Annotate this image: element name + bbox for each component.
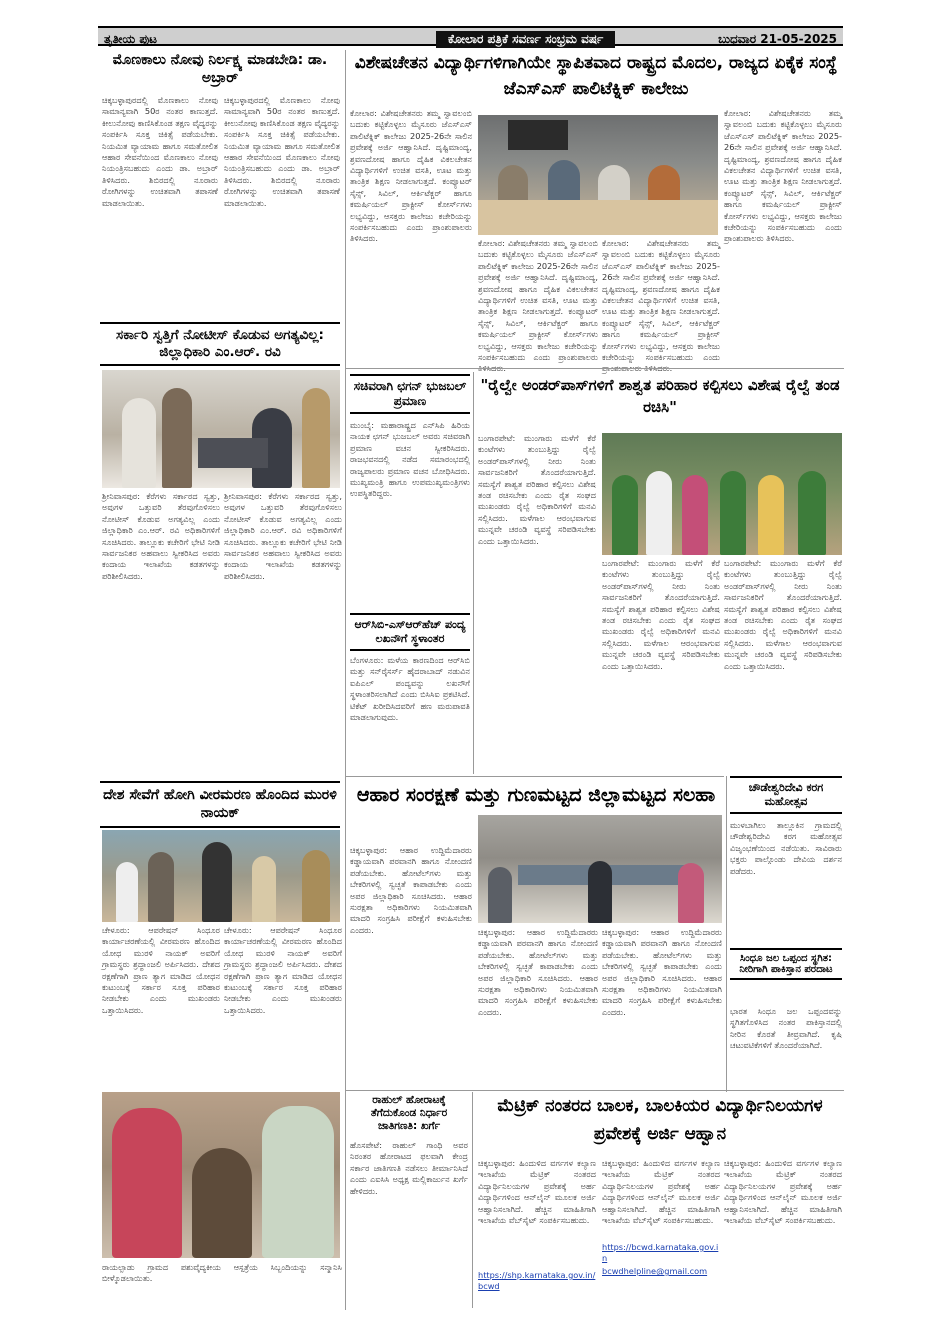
- masthead-title: ಕೋಲಾರ ಪತ್ರಿಕೆ ಸವರ್ಣ ಸಂಭ್ರಮ ವರ್ಷ: [436, 31, 615, 48]
- article-body: ಬಂಗಾರಪೇಟೆ: ಮುಂಗಾರು ಮಳೆಗೆ ಕೆರೆ ಕುಂಟೆಗಳು ತುಂಬುತ್ತಿದ್ದು ರೈಲ್ವೆ ಅಂಡರ್‌ಪಾಸ್‌ಗಳಲ್ಲಿ ನೀರು ನಿಂತು ಸಾರ್ವಜನಿಕರಿಗೆ ತೊಂದರೆಯಾಗುತ್ತಿದೆ. ಸಮಸ್ಯೆಗೆ ಶಾಶ್ವತ ಪರಿಹಾರ ಕಲ್ಪಿಸಲು ವಿಶೇಷ ತಂಡ ರಚಿಸಬೇಕು ಎಂದು ರೈತ ಸಂಘದ ಮುಖಂಡರು ರೈಲ್ವೆ ಅಧಿಕಾರಿಗಳಿಗೆ ಮನವಿ ಸಲ್ಲಿಸಿದರು. ಮಳೆಗಾಲ ಆರಂಭವಾಗುವ ಮುನ್ನವೇ ಚರಂಡಿ ವ್ಯವಸ್ಥೆ ಸರಿಪಡಿಸಬೇಕು ಎಂದು ಒತ್ತಾಯಿಸಿದರು.: [478, 433, 596, 546]
- article-headline: "ರೈಲ್ವೇ ಅಂಡರ್‌ಪಾಸ್‌ಗಳಿಗೆ ಶಾಶ್ವತ ಪರಿಹಾರ ಕಲ್ಪಿಸಲು ವಿಶೇಷ ರೈಲ್ವೆ ತಂಡ ರಚಿಸಿ": [480, 376, 840, 416]
- article-photo: [102, 370, 340, 488]
- column-divider: [726, 776, 727, 1092]
- article-headline: ಸಚಿವರಾಗಿ ಛಗನ್ ಭುಜಬಲ್ ಪ್ರಮಾಣ: [350, 374, 470, 414]
- section-divider: [346, 368, 844, 369]
- article-body: ಚಿಕ್ಕಬಳ್ಳಾಪುರ: ಆಹಾರ ಉದ್ದಿಮೆದಾರರು ಕಡ್ಡಾಯವಾಗಿ ಪರವಾನಗಿ ಹಾಗೂ ನೋಂದಣಿ ಪಡೆಯಬೇಕು. ಹೋಟೆಲ್‌ಗಳು ಮತ್ತು ಬೇಕರಿಗಳಲ್ಲಿ ಸ್ವಚ್ಛತೆ ಕಾಪಾಡಬೇಕು ಎಂದು ಅಪರ ಜಿಲ್ಲಾಧಿಕಾರಿ ಸೂಚಿಸಿದರು. ಆಹಾರ ಸುರಕ್ಷತಾ ಅಧಿಕಾರಿಗಳು ನಿಯಮಿತವಾಗಿ ಮಾದರಿ ಸಂಗ್ರಹಿಸಿ ಪರೀಕ್ಷೆಗೆ ಕಳುಹಿಸಬೇಕು ಎಂದರು.: [478, 927, 598, 1017]
- article-headline: ವಿಶೇಷಚೇತನ ವಿದ್ಯಾರ್ಥಿಗಳಿಗಾಗಿಯೇ ಸ್ಥಾಪಿತವಾದ ರಾಷ್ಟ್ರದ ಮೊದಲ, ರಾಜ್ಯದ ಏಕೈಕ ಸಂಸ್ಥೆ ಜೆಎಸ್ಎಸ್ ಪಾಲಿಟೆಕ್ನಿಕ್ ಕಾಲೇಜು: [354, 53, 838, 99]
- article-headline: ರಾಹುಲ್ ಹೋರಾಟಕ್ಕೆ ತೆಗೆದುಕೊಂಡ ನಿರ್ಧಾರ ಜಾತಿಗಣತಿ: ಖರ್ಗೆ: [370, 1094, 448, 1132]
- article-body: ಮುಂಬೈ: ಮಹಾರಾಷ್ಟ್ರದ ಎನ್‌ಸಿಪಿ ಹಿರಿಯ ನಾಯಕ ಛಗನ್ ಭುಜಬಲ್ ಅವರು ಸಚಿವರಾಗಿ ಪ್ರಮಾಣ ವಚನ ಸ್ವೀಕರಿಸಿದರು. ರಾಜಭವನದಲ್ಲಿ ನಡೆದ ಸಮಾರಂಭದಲ್ಲಿ ರಾಜ್ಯಪಾಲರು ಪ್ರಮಾಣ ವಚನ ಬೋಧಿಸಿದರು. ಮುಖ್ಯಮಂತ್ರಿ ಹಾಗೂ ಉಪಮುಖ್ಯಮಂತ್ರಿಗಳು ಉಪಸ್ಥಿತರಿದ್ದರು.: [350, 420, 470, 499]
- article-body: ಚಿಕ್ಕಬಳ್ಳಾಪುರ: ಹಿಂದುಳಿದ ವರ್ಗಗಳ ಕಲ್ಯಾಣ ಇಲಾಖೆಯ ಮೆಟ್ರಿಕ್ ನಂತರದ ವಿದ್ಯಾರ್ಥಿನಿಲಯಗಳ ಪ್ರವೇಶಕ್ಕೆ ಅರ್ಹ ವಿದ್ಯಾರ್ಥಿಗಳಿಂದ ಆನ್‌ಲೈನ್ ಮೂಲಕ ಅರ್ಜಿ ಆಹ್ವಾನಿಸಲಾಗಿದೆ. ಹೆಚ್ಚಿನ ಮಾಹಿತಿಗಾಗಿ ಇಲಾಖೆಯ ವೆಬ್‌ಸೈಟ್ ಸಂಪರ್ಕಿಸಬಹುದು.: [602, 1158, 720, 1226]
- article-headline: ಸಿಂಧೂ ಜಲ ಒಪ್ಪಂದ ಸ್ಥಗಿತ: ನೀರಿಗಾಗಿ ಪಾಕಿಸ್ತಾನ ಪರದಾಟ: [730, 948, 842, 980]
- page-header-bar: [98, 26, 843, 46]
- article-headline: ಆರ್‌ಸಿಬಿ-ಎಸ್‌ಆರ್‌ಹೆಚ್ ಪಂದ್ಯ ಲಖನೌಗೆ ಸ್ಥಳಾಂತರ: [350, 613, 470, 651]
- article-body: ಬೆಂಗಳೂರು: ಮಳೆಯ ಕಾರಣದಿಂದ ಆರ್‌ಸಿಬಿ ಮತ್ತು ಸನ್‌ರೈಸರ್ಸ್ ಹೈದರಾಬಾದ್ ನಡುವಿನ ಐಪಿಎಲ್ ಪಂದ್ಯವನ್ನು ಲಖನೌಗೆ ಸ್ಥಳಾಂತರಿಸಲಾಗಿದೆ ಎಂದು ಬಿಸಿಸಿಐ ಪ್ರಕಟಿಸಿದೆ. ಟಿಕೆಟ್ ಖರೀದಿಸಿದವರಿಗೆ ಹಣ ಮರುಪಾವತಿ ಮಾಡಲಾಗುವುದು.: [350, 655, 470, 723]
- article-headline: ಚೌಡೇಶ್ವರಿದೇವಿ ಕರಗ ಮಹೋತ್ಸವ: [730, 776, 842, 814]
- article-body: ಕೋಲಾರ: ವಿಶೇಷಚೇತನರು ತಮ್ಮ ಸ್ವಾವಲಂಬಿ ಬದುಕು ಕಟ್ಟಿಕೊಳ್ಳಲು ಮೈಸೂರು ಜೆಎಸ್ಎಸ್ ಪಾಲಿಟೆಕ್ನಿಕ್ ಕಾಲೇಜು 2025-26ನೇ ಸಾಲಿನ ಪ್ರವೇಶಕ್ಕೆ ಅರ್ಜಿ ಆಹ್ವಾನಿಸಿದೆ. ದೃಷ್ಟಿಮಾಂದ್ಯ, ಶ್ರವಣದೋಷ ಹಾಗೂ ದೈಹಿಕ ವಿಕಲಚೇತನ ವಿದ್ಯಾರ್ಥಿಗಳಿಗೆ ಉಚಿತ ವಸತಿ, ಊಟ ಮತ್ತು ತಾಂತ್ರಿಕ ಶಿಕ್ಷಣ ನೀಡಲಾಗುತ್ತದೆ. ಕಂಪ್ಯೂಟರ್ ಸೈನ್ಸ್, ಸಿವಿಲ್, ಆರ್ಕಿಟೆಕ್ಚರ್ ಹಾಗೂ ಕಮರ್ಷಿಯಲ್ ಪ್ರಾಕ್ಟೀಸ್ ಕೋರ್ಸ್‌ಗಳು ಲಭ್ಯವಿದ್ದು, ಆಸಕ್ತರು ಕಾಲೇಜು ಕಚೇರಿಯನ್ನು ಸಂಪರ್ಕಿಸಬಹುದು ಎಂದು ಪ್ರಾಂಶುಪಾಲರು ತಿಳಿಸಿದರು.: [478, 238, 598, 374]
- article-body: ಮುಳಬಾಗಿಲು ತಾಲ್ಲೂಕಿನ ಗ್ರಾಮದಲ್ಲಿ ಚೌಡೇಶ್ವರಿದೇವಿ ಕರಗ ಮಹೋತ್ಸವ ವಿಜೃಂಭಣೆಯಿಂದ ನಡೆಯಿತು. ಸಾವಿರಾರು ಭಕ್ತರು ಪಾಲ್ಗೊಂಡು ದೇವಿಯ ದರ್ಶನ ಪಡೆದರು.: [730, 820, 842, 876]
- column-divider: [472, 1092, 473, 1308]
- article-photo: [102, 830, 340, 922]
- article-photo: [602, 433, 842, 555]
- section-divider: [346, 1090, 844, 1091]
- article-body: ಬಂಗಾರಪೇಟೆ: ಮುಂಗಾರು ಮಳೆಗೆ ಕೆರೆ ಕುಂಟೆಗಳು ತುಂಬುತ್ತಿದ್ದು ರೈಲ್ವೆ ಅಂಡರ್‌ಪಾಸ್‌ಗಳಲ್ಲಿ ನೀರು ನಿಂತು ಸಾರ್ವಜನಿಕರಿಗೆ ತೊಂದರೆಯಾಗುತ್ತಿದೆ. ಸಮಸ್ಯೆಗೆ ಶಾಶ್ವತ ಪರಿಹಾರ ಕಲ್ಪಿಸಲು ವಿಶೇಷ ತಂಡ ರಚಿಸಬೇಕು ಎಂದು ರೈತ ಸಂಘದ ಮುಖಂಡರು ರೈಲ್ವೆ ಅಧಿಕಾರಿಗಳಿಗೆ ಮನವಿ ಸಲ್ಲಿಸಿದರು. ಮಳೆಗಾಲ ಆರಂಭವಾಗುವ ಮುನ್ನವೇ ಚರಂಡಿ ವ್ಯವಸ್ಥೆ ಸರಿಪಡಿಸಬೇಕು ಎಂದು ಒತ್ತಾಯಿಸಿದರು.: [602, 558, 720, 671]
- article-body: ಕೋಲಾರ: ವಿಶೇಷಚೇತನರು ತಮ್ಮ ಸ್ವಾವಲಂಬಿ ಬದುಕು ಕಟ್ಟಿಕೊಳ್ಳಲು ಮೈಸೂರು ಜೆಎಸ್ಎಸ್ ಪಾಲಿಟೆಕ್ನಿಕ್ ಕಾಲೇಜು 2025-26ನೇ ಸಾಲಿನ ಪ್ರವೇಶಕ್ಕೆ ಅರ್ಜಿ ಆಹ್ವಾನಿಸಿದೆ. ದೃಷ್ಟಿಮಾಂದ್ಯ, ಶ್ರವಣದೋಷ ಹಾಗೂ ದೈಹಿಕ ವಿಕಲಚೇತನ ವಿದ್ಯಾರ್ಥಿಗಳಿಗೆ ಉಚಿತ ವಸತಿ, ಊಟ ಮತ್ತು ತಾಂತ್ರಿಕ ಶಿಕ್ಷಣ ನೀಡಲಾಗುತ್ತದೆ. ಕಂಪ್ಯೂಟರ್ ಸೈನ್ಸ್, ಸಿವಿಲ್, ಆರ್ಕಿಟೆಕ್ಚರ್ ಹಾಗೂ ಕಮರ್ಷಿಯಲ್ ಪ್ರಾಕ್ಟೀಸ್ ಕೋರ್ಸ್‌ಗಳು ಲಭ್ಯವಿದ್ದು, ಆಸಕ್ತರು ಕಾಲೇಜು ಕಚೇರಿಯನ್ನು ಸಂಪರ್ಕಿಸಬಹುದು ಎಂದು ಪ್ರಾಂಶುಪಾಲರು ತಿಳಿಸಿದರು.: [602, 238, 720, 374]
- article-body: ಚಿಕ್ಕಬಳ್ಳಾಪುರ: ಆಹಾರ ಉದ್ದಿಮೆದಾರರು ಕಡ್ಡಾಯವಾಗಿ ಪರವಾನಗಿ ಹಾಗೂ ನೋಂದಣಿ ಪಡೆಯಬೇಕು. ಹೋಟೆಲ್‌ಗಳು ಮತ್ತು ಬೇಕರಿಗಳಲ್ಲಿ ಸ್ವಚ್ಛತೆ ಕಾಪಾಡಬೇಕು ಎಂದು ಅಪರ ಜಿಲ್ಲಾಧಿಕಾರಿ ಸೂಚಿಸಿದರು. ಆಹಾರ ಸುರಕ್ಷತಾ ಅಧಿಕಾರಿಗಳು ನಿಯಮಿತವಾಗಿ ಮಾದರಿ ಸಂಗ್ರಹಿಸಿ ಪರೀಕ್ಷೆಗೆ ಕಳುಹಿಸಬೇಕು ಎಂದರು.: [350, 845, 472, 935]
- article-body: ಭಾರತ ಸಿಂಧೂ ಜಲ ಒಪ್ಪಂದವನ್ನು ಸ್ಥಗಿತಗೊಳಿಸಿದ ನಂತರ ಪಾಕಿಸ್ತಾನದಲ್ಲಿ ನೀರಿನ ಕೊರತೆ ತೀವ್ರವಾಗಿದೆ. ಕೃಷಿ ಚಟುವಟಿಕೆಗಳಿಗೆ ತೊಂದರೆಯಾಗಿದೆ.: [730, 1006, 842, 1051]
- article-headline: ಮೊಣಕಾಲು ನೋವು ನಿರ್ಲಕ್ಷ್ಯ ಮಾಡಬೇಡಿ: ಡಾ. ಅಬ್ರಾರ್: [112, 52, 328, 86]
- article-headline: ಸರ್ಕಾರಿ ಸ್ವತ್ತಿಗೆ ನೋಟೀಸ್ ಕೊಡುವ ಅಗತ್ಯವಿಲ್ಲ: ಜಿಲ್ಲಾಧಿಕಾರಿ ಎಂ.ಆರ್. ರವಿ: [100, 322, 340, 366]
- article-body: ಚಿಕ್ಕಬಳ್ಳಾಪುರ: ಆಹಾರ ಉದ್ದಿಮೆದಾರರು ಕಡ್ಡಾಯವಾಗಿ ಪರವಾನಗಿ ಹಾಗೂ ನೋಂದಣಿ ಪಡೆಯಬೇಕು. ಹೋಟೆಲ್‌ಗಳು ಮತ್ತು ಬೇಕರಿಗಳಲ್ಲಿ ಸ್ವಚ್ಛತೆ ಕಾಪಾಡಬೇಕು ಎಂದು ಅಪರ ಜಿಲ್ಲಾಧಿಕಾರಿ ಸೂಚಿಸಿದರು. ಆಹಾರ ಸುರಕ್ಷತಾ ಅಧಿಕಾರಿಗಳು ನಿಯಮಿತವಾಗಿ ಮಾದರಿ ಸಂಗ್ರಹಿಸಿ ಪರೀಕ್ಷೆಗೆ ಕಳುಹಿಸಬೇಕು ಎಂದರು.: [602, 927, 722, 1017]
- article-body: ಶ್ರೀನಿವಾಸಪುರ: ಕೆರೆಗಳು ಸರ್ಕಾರದ ಸ್ವತ್ತು, ಅವುಗಳ ಒತ್ತುವರಿ ತೆರವುಗೊಳಿಸಲು ನೋಟೀಸ್ ಕೊಡುವ ಅಗತ್ಯವಿಲ್ಲ ಎಂದು ಜಿಲ್ಲಾಧಿಕಾರಿ ಎಂ.ಆರ್. ರವಿ ಅಧಿಕಾರಿಗಳಿಗೆ ಸೂಚಿಸಿದರು. ತಾಲ್ಲೂಕು ಕಚೇರಿಗೆ ಭೇಟಿ ನೀಡಿ ಸಾರ್ವಜನಿಕರ ಅಹವಾಲು ಸ್ವೀಕರಿಸಿದ ಅವರು ಕಂದಾಯ ಇಲಾಖೆಯ ಕಡತಗಳನ್ನು ಪರಿಶೀಲಿಸಿದರು.: [102, 491, 220, 581]
- article-body: ಹೊಸಪೇಟೆ: ರಾಹುಲ್ ಗಾಂಧಿ ಅವರ ನಿರಂತರ ಹೋರಾಟದ ಫಲವಾಗಿ ಕೇಂದ್ರ ಸರ್ಕಾರ ಜಾತಿಗಣತಿ ನಡೆಸಲು ತೀರ್ಮಾನಿಸಿದೆ ಎಂದು ಎಐಸಿಸಿ ಅಧ್ಯಕ್ಷ ಮಲ್ಲಿಕಾರ್ಜುನ ಖರ್ಗೆ ಹೇಳಿದರು.: [350, 1140, 468, 1196]
- article-photo: [102, 1092, 340, 1258]
- article-photo: [478, 815, 722, 923]
- photo-caption: ರಾಯಲ್ಪಾಡು ಗ್ರಾಮದ ಪಶುವೈದ್ಯಕೀಯ ಆಸ್ಪತ್ರೆಯ ಸಿಬ್ಬಂದಿಯನ್ನು ಸನ್ಮಾನಿಸಿ ಬೀಳ್ಕೊಡಲಾಯಿತು.: [102, 1262, 342, 1284]
- email-link[interactable]: bcwdhelpline@gmail.com: [602, 1266, 708, 1276]
- article-headline: ದೇಶ ಸೇವೆಗೆ ಹೋಗಿ ವೀರಮರಣ ಹೊಂದಿದ ಮುರಳಿ ನಾಯಕ್: [100, 781, 340, 828]
- article-body: ಚೇಳೂರು: ಆಪರೇಷನ್ ಸಿಂಧೂರ ಕಾರ್ಯಾಚರಣೆಯಲ್ಲಿ ವೀರಮರಣ ಹೊಂದಿದ ಯೋಧ ಮುರಳಿ ನಾಯಕ್ ಅವರಿಗೆ ಗ್ರಾಮಸ್ಥರು ಶ್ರದ್ಧಾಂಜಲಿ ಅರ್ಪಿಸಿದರು. ದೇಶದ ರಕ್ಷಣೆಗಾಗಿ ಪ್ರಾಣ ತ್ಯಾಗ ಮಾಡಿದ ಯೋಧನ ಕುಟುಂಬಕ್ಕೆ ಸರ್ಕಾರ ಸೂಕ್ತ ಪರಿಹಾರ ನೀಡಬೇಕು ಎಂದು ಮುಖಂಡರು ಒತ್ತಾಯಿಸಿದರು.: [102, 925, 220, 1015]
- column-divider: [473, 372, 474, 774]
- website-link[interactable]: https://shp.karnataka.gov.in/bcwd: [478, 1270, 596, 1291]
- website-link[interactable]: https://bcwd.karnataka.gov.in: [602, 1242, 719, 1263]
- article-body: ಚಿಕ್ಕಬಳ್ಳಾಪುರ: ಹಿಂದುಳಿದ ವರ್ಗಗಳ ಕಲ್ಯಾಣ ಇಲಾಖೆಯ ಮೆಟ್ರಿಕ್ ನಂತರದ ವಿದ್ಯಾರ್ಥಿನಿಲಯಗಳ ಪ್ರವೇಶಕ್ಕೆ ಅರ್ಹ ವಿದ್ಯಾರ್ಥಿಗಳಿಂದ ಆನ್‌ಲೈನ್ ಮೂಲಕ ಅರ್ಜಿ ಆಹ್ವಾನಿಸಲಾಗಿದೆ. ಹೆಚ್ಚಿನ ಮಾಹಿತಿಗಾಗಿ ಇಲಾಖೆಯ ವೆಬ್‌ಸೈಟ್ ಸಂಪರ್ಕಿಸಬಹುದು.: [478, 1158, 596, 1226]
- article-body: ಕೋಲಾರ: ವಿಶೇಷಚೇತನರು ತಮ್ಮ ಸ್ವಾವಲಂಬಿ ಬದುಕು ಕಟ್ಟಿಕೊಳ್ಳಲು ಮೈಸೂರು ಜೆಎಸ್ಎಸ್ ಪಾಲಿಟೆಕ್ನಿಕ್ ಕಾಲೇಜು 2025-26ನೇ ಸಾಲಿನ ಪ್ರವೇಶಕ್ಕೆ ಅರ್ಜಿ ಆಹ್ವಾನಿಸಿದೆ. ದೃಷ್ಟಿಮಾಂದ್ಯ, ಶ್ರವಣದೋಷ ಹಾಗೂ ದೈಹಿಕ ವಿಕಲಚೇತನ ವಿದ್ಯಾರ್ಥಿಗಳಿಗೆ ಉಚಿತ ವಸತಿ, ಊಟ ಮತ್ತು ತಾಂತ್ರಿಕ ಶಿಕ್ಷಣ ನೀಡಲಾಗುತ್ತದೆ. ಕಂಪ್ಯೂಟರ್ ಸೈನ್ಸ್, ಸಿವಿಲ್, ಆರ್ಕಿಟೆಕ್ಚರ್ ಹಾಗೂ ಕಮರ್ಷಿಯಲ್ ಪ್ರಾಕ್ಟೀಸ್ ಕೋರ್ಸ್‌ಗಳು ಲಭ್ಯವಿದ್ದು, ಆಸಕ್ತರು ಕಾಲೇಜು ಕಚೇರಿಯನ್ನು ಸಂಪರ್ಕಿಸಬಹುದು ಎಂದು ಪ್ರಾಂಶುಪಾಲರು ತಿಳಿಸಿದರು.: [724, 108, 842, 244]
- article-body: ಚೇಳೂರು: ಆಪರೇಷನ್ ಸಿಂಧೂರ ಕಾರ್ಯಾಚರಣೆಯಲ್ಲಿ ವೀರಮರಣ ಹೊಂದಿದ ಯೋಧ ಮುರಳಿ ನಾಯಕ್ ಅವರಿಗೆ ಗ್ರಾಮಸ್ಥರು ಶ್ರದ್ಧಾಂಜಲಿ ಅರ್ಪಿಸಿದರು. ದೇಶದ ರಕ್ಷಣೆಗಾಗಿ ಪ್ರಾಣ ತ್ಯಾಗ ಮಾಡಿದ ಯೋಧನ ಕುಟುಂಬಕ್ಕೆ ಸರ್ಕಾರ ಸೂಕ್ತ ಪರಿಹಾರ ನೀಡಬೇಕು ಎಂದು ಮುಖಂಡರು ಒತ್ತಾಯಿಸಿದರು.: [224, 925, 342, 1015]
- column-divider: [345, 50, 346, 1310]
- article-body: ಕೋಲಾರ: ವಿಶೇಷಚೇತನರು ತಮ್ಮ ಸ್ವಾವಲಂಬಿ ಬದುಕು ಕಟ್ಟಿಕೊಳ್ಳಲು ಮೈಸೂರು ಜೆಎಸ್ಎಸ್ ಪಾಲಿಟೆಕ್ನಿಕ್ ಕಾಲೇಜು 2025-26ನೇ ಸಾಲಿನ ಪ್ರವೇಶಕ್ಕೆ ಅರ್ಜಿ ಆಹ್ವಾನಿಸಿದೆ. ದೃಷ್ಟಿಮಾಂದ್ಯ, ಶ್ರವಣದೋಷ ಹಾಗೂ ದೈಹಿಕ ವಿಕಲಚೇತನ ವಿದ್ಯಾರ್ಥಿಗಳಿಗೆ ಉಚಿತ ವಸತಿ, ಊಟ ಮತ್ತು ತಾಂತ್ರಿಕ ಶಿಕ್ಷಣ ನೀಡಲಾಗುತ್ತದೆ. ಕಂಪ್ಯೂಟರ್ ಸೈನ್ಸ್, ಸಿವಿಲ್, ಆರ್ಕಿಟೆಕ್ಚರ್ ಹಾಗೂ ಕಮರ್ಷಿಯಲ್ ಪ್ರಾಕ್ಟೀಸ್ ಕೋರ್ಸ್‌ಗಳು ಲಭ್ಯವಿದ್ದು, ಆಸಕ್ತರು ಕಾಲೇಜು ಕಚೇರಿಯನ್ನು ಸಂಪರ್ಕಿಸಬಹುದು ಎಂದು ಪ್ರಾಂಶುಪಾಲರು ತಿಳಿಸಿದರು.: [350, 108, 472, 244]
- article-body: ಶ್ರೀನಿವಾಸಪುರ: ಕೆರೆಗಳು ಸರ್ಕಾರದ ಸ್ವತ್ತು, ಅವುಗಳ ಒತ್ತುವರಿ ತೆರವುಗೊಳಿಸಲು ನೋಟೀಸ್ ಕೊಡುವ ಅಗತ್ಯವಿಲ್ಲ ಎಂದು ಜಿಲ್ಲಾಧಿಕಾರಿ ಎಂ.ಆರ್. ರವಿ ಅಧಿಕಾರಿಗಳಿಗೆ ಸೂಚಿಸಿದರು. ತಾಲ್ಲೂಕು ಕಚೇರಿಗೆ ಭೇಟಿ ನೀಡಿ ಸಾರ್ವಜನಿಕರ ಅಹವಾಲು ಸ್ವೀಕರಿಸಿದ ಅವರು ಕಂದಾಯ ಇಲಾಖೆಯ ಕಡತಗಳನ್ನು ಪರಿಶೀಲಿಸಿದರು.: [224, 491, 342, 581]
- page-label: ತೃತೀಯ ಪುಟ: [104, 32, 157, 46]
- article-body: ಬಂಗಾರಪೇಟೆ: ಮುಂಗಾರು ಮಳೆಗೆ ಕೆರೆ ಕುಂಟೆಗಳು ತುಂಬುತ್ತಿದ್ದು ರೈಲ್ವೆ ಅಂಡರ್‌ಪಾಸ್‌ಗಳಲ್ಲಿ ನೀರು ನಿಂತು ಸಾರ್ವಜನಿಕರಿಗೆ ತೊಂದರೆಯಾಗುತ್ತಿದೆ. ಸಮಸ್ಯೆಗೆ ಶಾಶ್ವತ ಪರಿಹಾರ ಕಲ್ಪಿಸಲು ವಿಶೇಷ ತಂಡ ರಚಿಸಬೇಕು ಎಂದು ರೈತ ಸಂಘದ ಮುಖಂಡರು ರೈಲ್ವೆ ಅಧಿಕಾರಿಗಳಿಗೆ ಮನವಿ ಸಲ್ಲಿಸಿದರು. ಮಳೆಗಾಲ ಆರಂಭವಾಗುವ ಮುನ್ನವೇ ಚರಂಡಿ ವ್ಯವಸ್ಥೆ ಸರಿಪಡಿಸಬೇಕು ಎಂದು ಒತ್ತಾಯಿಸಿದರು.: [724, 558, 842, 671]
- article-body: ಚಿಕ್ಕಬಳ್ಳಾಪುರದಲ್ಲಿ ಮೊಣಕಾಲು ನೋವು ಸಾಮಾನ್ಯವಾಗಿ 50ರ ನಂತರ ಕಾಣುತ್ತದೆ. ಕೀಲುನೋವು ಕಾಣಿಸಿಕೊಂಡ ತಕ್ಷಣ ವೈದ್ಯರನ್ನು ಸಂಪರ್ಕಿಸಿ ಸೂಕ್ತ ಚಿಕಿತ್ಸೆ ಪಡೆಯಬೇಕು. ನಿಯಮಿತ ವ್ಯಾಯಾಮ ಹಾಗೂ ಸಮತೋಲಿತ ಆಹಾರ ಸೇವನೆಯಿಂದ ಮೊಣಕಾಲು ನೋವು ನಿಯಂತ್ರಿಸಬಹುದು ಎಂದು ಡಾ. ಅಬ್ರಾರ್ ತಿಳಿಸಿದರು. ಶಿಬಿರದಲ್ಲಿ ನೂರಾರು ರೋಗಿಗಳನ್ನು ಉಚಿತವಾಗಿ ತಪಾಸಣೆ ಮಾಡಲಾಯಿತು.: [224, 95, 340, 208]
- article-headline: ಆಹಾರ ಸಂರಕ್ಷಣೆ ಮತ್ತು ಗುಣಮಟ್ಟದ ಜಿಲ್ಲಾಮಟ್ಟದ ಸಲಹಾ: [356, 784, 716, 806]
- article-headline: ಮೆಟ್ರಿಕ್ ನಂತರದ ಬಾಲಕ, ಬಾಲಕಿಯರ ವಿದ್ಯಾರ್ಥಿನಿಲಯಗಳ ಪ್ರವೇಶಕ್ಕೆ ಅರ್ಜಿ ಆಹ್ವಾನ: [497, 1096, 823, 1144]
- article-body: ಚಿಕ್ಕಬಳ್ಳಾಪುರ: ಹಿಂದುಳಿದ ವರ್ಗಗಳ ಕಲ್ಯಾಣ ಇಲಾಖೆಯ ಮೆಟ್ರಿಕ್ ನಂತರದ ವಿದ್ಯಾರ್ಥಿನಿಲಯಗಳ ಪ್ರವೇಶಕ್ಕೆ ಅರ್ಹ ವಿದ್ಯಾರ್ಥಿಗಳಿಂದ ಆನ್‌ಲೈನ್ ಮೂಲಕ ಅರ್ಜಿ ಆಹ್ವಾನಿಸಲಾಗಿದೆ. ಹೆಚ್ಚಿನ ಮಾಹಿತಿಗಾಗಿ ಇಲಾಖೆಯ ವೆಬ್‌ಸೈಟ್ ಸಂಪರ್ಕಿಸಬಹುದು.: [724, 1158, 842, 1226]
- article-body: ಚಿಕ್ಕಬಳ್ಳಾಪುರದಲ್ಲಿ ಮೊಣಕಾಲು ನೋವು ಸಾಮಾನ್ಯವಾಗಿ 50ರ ನಂತರ ಕಾಣುತ್ತದೆ. ಕೀಲುನೋವು ಕಾಣಿಸಿಕೊಂಡ ತಕ್ಷಣ ವೈದ್ಯರನ್ನು ಸಂಪರ್ಕಿಸಿ ಸೂಕ್ತ ಚಿಕಿತ್ಸೆ ಪಡೆಯಬೇಕು. ನಿಯಮಿತ ವ್ಯಾಯಾಮ ಹಾಗೂ ಸಮತೋಲಿತ ಆಹಾರ ಸೇವನೆಯಿಂದ ಮೊಣಕಾಲು ನೋವು ನಿಯಂತ್ರಿಸಬಹುದು ಎಂದು ಡಾ. ಅಬ್ರಾರ್ ತಿಳಿಸಿದರು. ಶಿಬಿರದಲ್ಲಿ ನೂರಾರು ರೋಗಿಗಳನ್ನು ಉಚಿತವಾಗಿ ತಪಾಸಣೆ ಮಾಡಲಾಯಿತು.: [102, 95, 218, 208]
- page-date: ಬುಧವಾರ 21-05-2025: [718, 32, 837, 46]
- section-divider: [346, 776, 724, 777]
- article-photo: [478, 115, 718, 235]
